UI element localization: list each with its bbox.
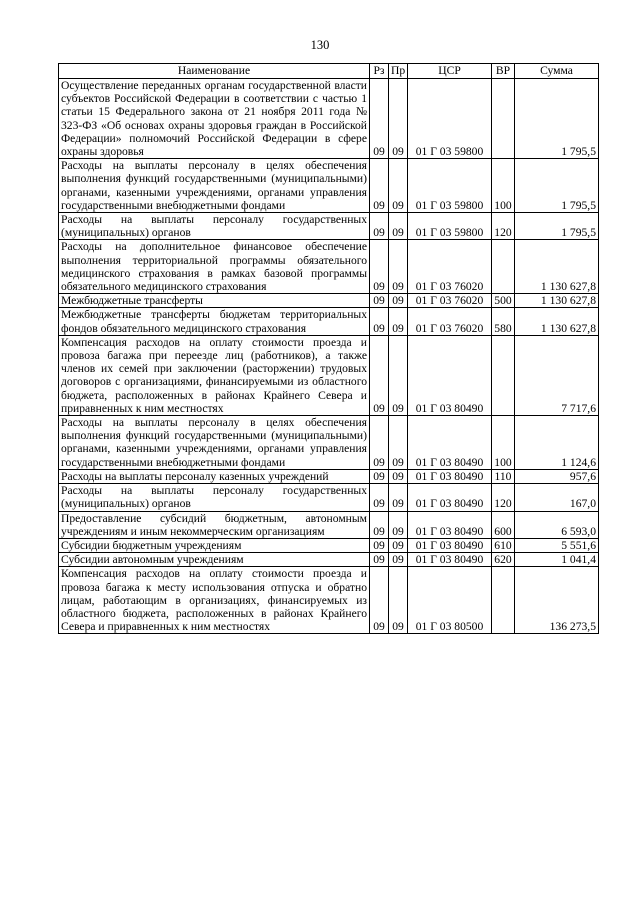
row-pr: 09 xyxy=(389,511,408,538)
row-pr: 09 xyxy=(389,213,408,240)
row-csr: 01 Г 03 76020 xyxy=(408,240,492,294)
row-csr: 01 Г 03 80490 xyxy=(408,511,492,538)
row-name: Осуществление переданных органам государственной власти субъектов Российской Федерации в соответствии с частью 1 статьи 15 Федерального закона от 21 ноября 2011 года № 323-ФЗ «Об основах охраны здоровья граждан в Российской Федерации» полномочий Российской Федерации в сфере охраны здоровья xyxy=(59,79,370,159)
row-name: Субсидии автономным учреждениям xyxy=(59,553,370,567)
row-sum: 5 551,6 xyxy=(515,538,599,552)
row-rz: 09 xyxy=(370,553,389,567)
row-csr: 01 Г 03 80490 xyxy=(408,335,492,415)
header-sum: Сумма xyxy=(515,64,599,79)
row-name: Субсидии бюджетным учреждениям xyxy=(59,538,370,552)
header-name: Наименование xyxy=(59,64,370,79)
row-csr: 01 Г 03 80490 xyxy=(408,538,492,552)
row-vr: 600 xyxy=(492,511,515,538)
row-csr: 01 Г 03 76020 xyxy=(408,294,492,308)
row-name: Предоставление субсидий бюджетным, автономным учреждениям и иным некоммерческим организациям xyxy=(59,511,370,538)
row-vr: 610 xyxy=(492,538,515,552)
row-rz: 09 xyxy=(370,240,389,294)
row-vr: 120 xyxy=(492,484,515,511)
table-row xyxy=(59,511,599,538)
row-sum: 1 795,5 xyxy=(515,159,599,213)
row-sum: 1 130 627,8 xyxy=(515,294,599,308)
header-pr: Пр xyxy=(389,64,408,79)
row-name: Расходы на выплаты персоналу государственных (муниципальных) органов xyxy=(59,484,370,511)
row-csr: 01 Г 03 80500 xyxy=(408,567,492,634)
row-csr: 01 Г 03 59800 xyxy=(408,79,492,159)
table-row xyxy=(59,484,599,511)
row-name: Компенсация расходов на оплату стоимости проезда и провоза багажа к месту использования отпуска и обратно лицам, работающим в организациях, финансируемых из областного бюджета, расположенных в районах Крайнего Севера и приравненных к ним местностях xyxy=(59,567,370,634)
row-rz: 09 xyxy=(370,159,389,213)
row-sum: 167,0 xyxy=(515,484,599,511)
header-row xyxy=(59,64,599,79)
table-row xyxy=(59,213,599,240)
row-pr: 09 xyxy=(389,484,408,511)
table-row xyxy=(59,538,599,552)
row-vr xyxy=(492,335,515,415)
table-row xyxy=(59,553,599,567)
page-number: 130 xyxy=(310,38,330,52)
row-vr: 120 xyxy=(492,213,515,240)
row-sum: 7 717,6 xyxy=(515,335,599,415)
row-pr: 09 xyxy=(389,567,408,634)
header-vr: ВР xyxy=(492,64,515,79)
row-rz: 09 xyxy=(370,308,389,335)
row-csr: 01 Г 03 59800 xyxy=(408,159,492,213)
table-row xyxy=(59,294,599,308)
row-pr: 09 xyxy=(389,553,408,567)
row-vr: 580 xyxy=(492,308,515,335)
row-sum: 1 041,4 xyxy=(515,553,599,567)
row-vr: 620 xyxy=(492,553,515,567)
row-rz: 09 xyxy=(370,294,389,308)
row-rz: 09 xyxy=(370,538,389,552)
row-vr: 100 xyxy=(492,416,515,470)
table-row xyxy=(59,567,599,634)
row-pr: 09 xyxy=(389,416,408,470)
table-row xyxy=(59,308,599,335)
row-pr: 09 xyxy=(389,159,408,213)
row-csr: 01 Г 03 80490 xyxy=(408,553,492,567)
row-name: Межбюджетные трансферты xyxy=(59,294,370,308)
row-pr: 09 xyxy=(389,240,408,294)
row-pr: 09 xyxy=(389,335,408,415)
row-csr: 01 Г 03 76020 xyxy=(408,308,492,335)
table-row xyxy=(59,240,599,294)
table-body xyxy=(59,79,599,634)
row-sum: 957,6 xyxy=(515,469,599,483)
row-vr: 100 xyxy=(492,159,515,213)
header-rz: Рз xyxy=(370,64,389,79)
row-sum: 1 124,6 xyxy=(515,416,599,470)
row-name: Расходы на дополнительное финансовое обеспечение выполнения территориальной программы обязательного медицинского страхования в рамках базовой программы обязательного медицинского страхования xyxy=(59,240,370,294)
row-vr xyxy=(492,79,515,159)
row-sum: 6 593,0 xyxy=(515,511,599,538)
row-rz: 09 xyxy=(370,469,389,483)
row-vr: 500 xyxy=(492,294,515,308)
row-vr xyxy=(492,240,515,294)
row-csr: 01 Г 03 80490 xyxy=(408,484,492,511)
row-name: Расходы на выплаты персоналу в целях обеспечения выполнения функций государственными (муниципальными) органами, казенными учреждениями, органами управления государственными внебюджетными фондами xyxy=(59,416,370,470)
row-pr: 09 xyxy=(389,79,408,159)
table-row xyxy=(59,79,599,159)
row-csr: 01 Г 03 59800 xyxy=(408,213,492,240)
table-row xyxy=(59,469,599,483)
row-csr: 01 Г 03 80490 xyxy=(408,469,492,483)
row-name: Расходы на выплаты персоналу государственных (муниципальных) органов xyxy=(59,213,370,240)
row-rz: 09 xyxy=(370,335,389,415)
row-sum: 1 130 627,8 xyxy=(515,240,599,294)
row-vr xyxy=(492,567,515,634)
row-name: Межбюджетные трансферты бюджетам территориальных фондов обязательного медицинского страхования xyxy=(59,308,370,335)
row-vr: 110 xyxy=(492,469,515,483)
table-row xyxy=(59,335,599,415)
budget-table xyxy=(58,63,599,634)
table-row xyxy=(59,416,599,470)
row-rz: 09 xyxy=(370,484,389,511)
row-pr: 09 xyxy=(389,538,408,552)
row-name: Расходы на выплаты персоналу казенных учреждений xyxy=(59,469,370,483)
row-sum: 1 795,5 xyxy=(515,213,599,240)
row-sum: 1 795,5 xyxy=(515,79,599,159)
row-name: Расходы на выплаты персоналу в целях обеспечения выполнения функций государственными (муниципальными) органами, казенными учреждениями, органами управления государственными внебюджетными фондами xyxy=(59,159,370,213)
row-sum: 1 130 627,8 xyxy=(515,308,599,335)
row-name: Компенсация расходов на оплату стоимости проезда и провоза багажа при переезде лиц (работников), а также членов их семей при заключении (расторжении) трудовых договоров с организациями, финансируемыми из областного бюджета, расположенных в районах Крайнего Севера и приравненных к ним местностях xyxy=(59,335,370,415)
row-rz: 09 xyxy=(370,416,389,470)
row-sum: 136 273,5 xyxy=(515,567,599,634)
row-rz: 09 xyxy=(370,213,389,240)
row-pr: 09 xyxy=(389,308,408,335)
row-rz: 09 xyxy=(370,567,389,634)
row-pr: 09 xyxy=(389,294,408,308)
table-row xyxy=(59,159,599,213)
row-pr: 09 xyxy=(389,469,408,483)
header-csr: ЦСР xyxy=(408,64,492,79)
row-rz: 09 xyxy=(370,79,389,159)
row-rz: 09 xyxy=(370,511,389,538)
row-csr: 01 Г 03 80490 xyxy=(408,416,492,470)
table-header xyxy=(59,64,599,79)
